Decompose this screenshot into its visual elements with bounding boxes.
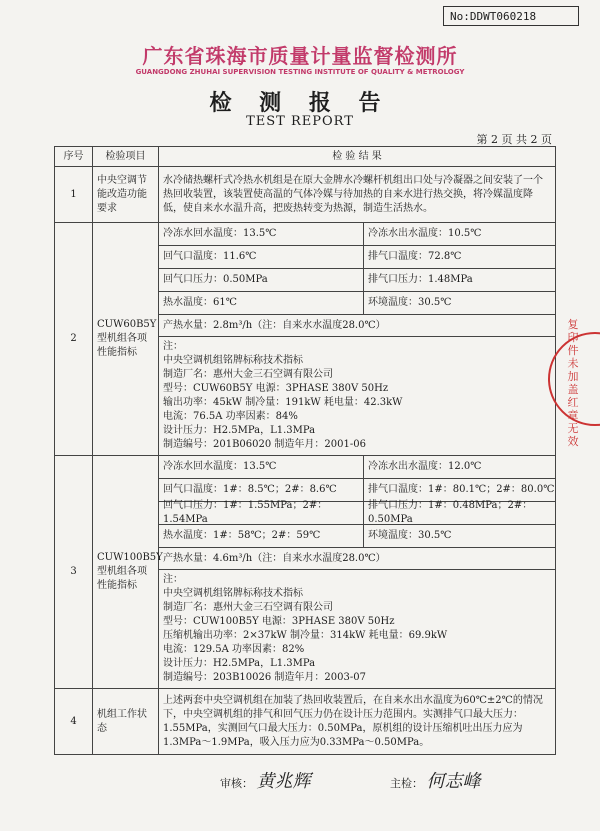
organization-name-en: GUANGDONG ZHUHAI SUPERVISION TESTING INSTITUTE OF QUALITY & METROLOGY [135, 68, 465, 76]
spec-line: 注： [163, 574, 183, 585]
row-no: 3 [55, 456, 93, 689]
reviewer-handwriting: 黄兆辉 [256, 771, 311, 792]
measure-left: 冷冻水回水温度：13.5℃ [159, 223, 364, 245]
spec-line: 设计压力：H2.5MPa，L1.3MPa [163, 658, 316, 669]
spec-line: 中央空调机组铭牌标称技术指标 [163, 588, 303, 599]
stamp-side-text: 复印件未加盖红章无效 [567, 318, 579, 448]
row-result: 上述两套中央空调机组在加装了热回收装置后，在自来水出水温度为60℃±2℃的情况下，中央空调机组的排气和回气压力仍在设计压力范围内。实测排气口最大压力：1.55MPa，实测回气口最大压力：0.50MPa，原机组的设计压缩机吐出压力应为1.3MPa～1.9MPa，吸入压力应为0.33MPa～0.50MPa。 [159, 689, 556, 755]
measure-left: 热水温度：61℃ [159, 292, 364, 314]
table-row [55, 223, 556, 456]
measure-right: 排气口温度：72.8℃ [368, 251, 462, 262]
spec-line: 设计压力：H2.5MPa，L1.3MPa [163, 425, 316, 436]
spec-line: 制造编号：203B10026 制造年月：2003-07 [163, 672, 366, 683]
measure-right: 环境温度：30.5℃ [368, 297, 452, 308]
document-number: No:DDWT060218 [443, 6, 579, 26]
table-header-row [55, 147, 556, 167]
report-title-en: TEST REPORT [246, 114, 354, 129]
measure-left: 回气口温度：1#：8.5℃；2#：8.6℃ [159, 479, 364, 501]
measure-left: 回气口温度：11.6℃ [159, 246, 364, 268]
hot-water-output: 产热水量：2.8m³/h（注：自来水水温度28.0℃） [159, 315, 555, 337]
row-item: 中央空调节能改造功能要求 [93, 167, 159, 223]
spec-line: 制造编号：201B06020 制造年月：2001-06 [163, 439, 366, 450]
header-item: 检验项目 [93, 147, 159, 167]
spec-line: 压缩机输出功率：2×37kW 制冷量：314kW 耗电量：69.9kW [163, 630, 448, 641]
measure-left: 回气口压力：0.50MPa [159, 269, 364, 291]
approver-label: 主检： [390, 777, 423, 790]
spec-line: 制造厂名：惠州大金三石空调有限公司 [163, 369, 333, 380]
row-item: 机组工作状态 [93, 689, 159, 755]
measure-left: 冷冻水回水温度：13.5℃ [159, 456, 364, 478]
nameplate-specs [159, 337, 555, 455]
row-item: CUW60B5Y型机组各项性能指标 [93, 223, 159, 456]
row-no: 2 [55, 223, 93, 456]
approver-handwriting: 何志峰 [426, 771, 481, 792]
measure-right: 环境温度：30.5℃ [368, 530, 452, 541]
measure-right: 排气口压力：1#：0.48MPa；2#：0.50MPa [368, 500, 533, 525]
organization-name: 广东省珠海市质量计量监督检测所 [142, 44, 458, 68]
row-no: 1 [55, 167, 93, 223]
table-row [55, 167, 556, 223]
measure-right: 冷冻水出水温度：10.5℃ [368, 228, 482, 239]
approver-signature [390, 767, 481, 793]
page-info: 第 2 页 共 2 页 [476, 133, 552, 146]
table-row [55, 456, 556, 689]
spec-line: 制造厂名：惠州大金三石空调有限公司 [163, 602, 333, 613]
row-result [159, 456, 556, 689]
measure-left: 热水温度：1#：58℃；2#：59℃ [159, 525, 364, 547]
spec-line: 电流：76.5A 功率因素：84% [163, 411, 298, 422]
results-table [54, 146, 556, 755]
measure-right: 冷冻水出水温度：12.0℃ [368, 461, 482, 472]
reviewer-signature [220, 767, 311, 793]
row-result [159, 223, 556, 456]
report-title: 检 测 报 告 [209, 90, 391, 116]
row-no: 4 [55, 689, 93, 755]
measure-right: 排气口压力：1.48MPa [368, 274, 473, 285]
table-row [55, 689, 556, 755]
spec-line: 电流：129.5A 功率因素：82% [163, 644, 305, 655]
spec-line: 输出功率：45kW 制冷量：191kW 耗电量：42.3kW [163, 397, 403, 408]
header-result: 检 验 结 果 [159, 147, 556, 167]
measure-left: 回气口压力：1#：1.55MPa；2#：1.54MPa [159, 502, 364, 524]
measure-right: 排气口温度：1#：80.1℃；2#：80.0℃ [368, 484, 555, 495]
spec-line: 注： [163, 341, 183, 352]
spec-line: 型号：CUW100B5Y 电源：3PHASE 380V 50Hz [163, 616, 395, 627]
row-result: 水冷储热螺杆式冷热水机组是在原大金牌水冷螺杆机组出口处与冷凝器之间安装了一个热回收装置，该装置使高温的气体冷媒与待加热的自来水进行热交换，将冷媒温度降低，使自来水水温升高，把废热转变为热源，制造生活热水。 [159, 167, 556, 223]
spec-line: 中央空调机组铭牌标称技术指标 [163, 355, 303, 366]
hot-water-output: 产热水量：4.6m³/h（注：自来水水温度28.0℃） [159, 548, 555, 570]
spec-line: 型号：CUW60B5Y 电源：3PHASE 380V 50Hz [163, 383, 389, 394]
header-no: 序号 [55, 147, 93, 167]
nameplate-specs [159, 570, 555, 688]
reviewer-label: 审核： [220, 777, 253, 790]
row-item: CUW100B5Y型机组各项性能指标 [93, 456, 159, 689]
